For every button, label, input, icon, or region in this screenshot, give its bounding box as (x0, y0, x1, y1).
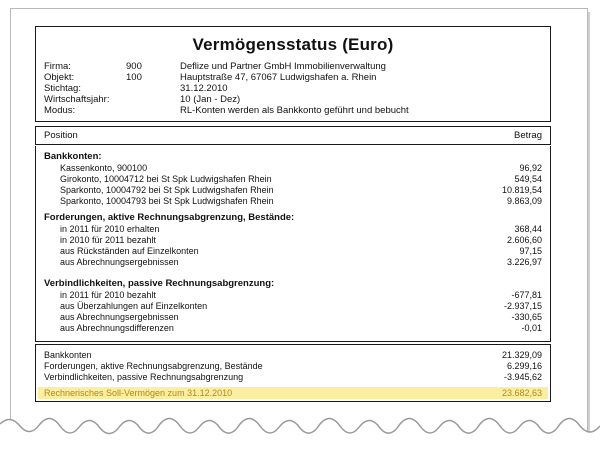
row-amount: 10.819,54 (501, 185, 542, 195)
row-label: Kassenkonto, 900100 (60, 163, 148, 173)
row-label: aus Abrechnungsergebnissen (60, 312, 179, 322)
row-amount: -2.937,15 (503, 301, 542, 311)
table-row (60, 301, 542, 312)
row-label: aus Überzahlungen auf Einzelkonten (60, 301, 208, 311)
info-label: Objekt: (44, 72, 75, 83)
info-label: Stichtag: (44, 83, 81, 94)
report-title: Vermögensstatus (Euro) (192, 35, 394, 54)
table-row (60, 163, 542, 174)
summary-label: Verbindlichkeiten, passive Rechnungsabgrenzung (44, 372, 244, 382)
info-label: Modus: (44, 105, 76, 116)
total-amount: 23.682,63 (501, 388, 542, 398)
info-number: 100 (126, 72, 142, 83)
table-row (60, 224, 542, 235)
summary-amount: 21.329,09 (501, 350, 542, 360)
info-row-modus (44, 105, 542, 117)
table-row (60, 185, 542, 196)
total-row (38, 387, 548, 399)
row-amount: 3.226,97 (506, 257, 542, 267)
info-value: RL-Konten werden als Bankkonto geführt und bebucht (180, 105, 409, 116)
table-row (60, 235, 542, 246)
info-value: 31.12.2010 (180, 83, 228, 94)
summary-row (44, 361, 542, 372)
row-label: in 2011 für 2010 erhalten (60, 224, 160, 234)
section-title-forderungen: Forderungen, aktive Rechnungsabgrenzung, Bestände: (44, 212, 295, 223)
info-number: 900 (126, 61, 142, 72)
summary-amount: -3.945,62 (503, 372, 542, 382)
column-header (35, 126, 551, 145)
torn-edge-decoration (0, 410, 600, 461)
row-amount: -330,65 (511, 312, 542, 322)
column-amount-header: Betrag (514, 130, 542, 141)
info-value: Deflize und Partner GmbH Immobilienverwaltung (180, 61, 386, 72)
section-title-bankkonten: Bankkonten: (44, 151, 102, 162)
row-label: aus Rückständen auf Einzelkonten (60, 246, 199, 256)
summary-label: Forderungen, aktive Rechnungsabgrenzung, Bestände (44, 361, 263, 371)
row-label: Sparkonto, 10004793 bei St Spk Ludwigshafen Rhein (60, 196, 274, 206)
row-amount: 97,15 (519, 246, 542, 256)
table-row (60, 174, 542, 185)
table-row (60, 246, 542, 257)
summary-row (44, 350, 542, 361)
summary-label: Bankkonten (44, 350, 92, 360)
row-label: in 2010 für 2011 bezahlt (60, 235, 156, 245)
table-row (60, 290, 542, 301)
table-row (60, 323, 542, 334)
table-row (60, 312, 542, 323)
row-label: Girokonto, 10004712 bei St Spk Ludwigshafen Rhein (60, 174, 272, 184)
row-amount: 549,54 (514, 174, 542, 184)
row-label: aus Abrechnungsdifferenzen (60, 323, 174, 333)
info-value: 10 (Jan - Dez) (180, 94, 241, 105)
summary-amount: 6.299,16 (506, 361, 542, 371)
row-amount: -0,01 (521, 323, 542, 333)
info-value: Hauptstraße 47, 67067 Ludwigshafen a. Rhein (180, 72, 377, 83)
row-amount: -677,81 (511, 290, 542, 300)
row-amount: 9.863,09 (506, 196, 542, 206)
row-label: Sparkonto, 10004792 bei St Spk Ludwigshafen Rhein (60, 185, 274, 195)
row-label: aus Abrechnungsergebnissen (60, 257, 179, 267)
summary-row (44, 372, 542, 383)
positions-box (35, 146, 551, 342)
section-title-verbindlichkeiten: Verbindlichkeiten, passive Rechnungsabgrenzung: (44, 278, 275, 289)
total-label: Rechnerisches Soll-Vermögen zum 31.12.2010 (44, 388, 233, 398)
row-label: in 2011 für 2010 bezahlt (60, 290, 156, 300)
summary-box (35, 344, 551, 402)
header-box (35, 26, 551, 122)
info-label: Wirtschaftsjahr: (44, 94, 110, 105)
row-amount: 2.606,60 (506, 235, 542, 245)
column-position-header: Position (44, 130, 78, 141)
row-amount: 368,44 (514, 224, 542, 234)
row-amount: 96,92 (519, 163, 542, 173)
table-row (60, 257, 542, 268)
table-row (60, 196, 542, 207)
info-label: Firma: (44, 61, 71, 72)
